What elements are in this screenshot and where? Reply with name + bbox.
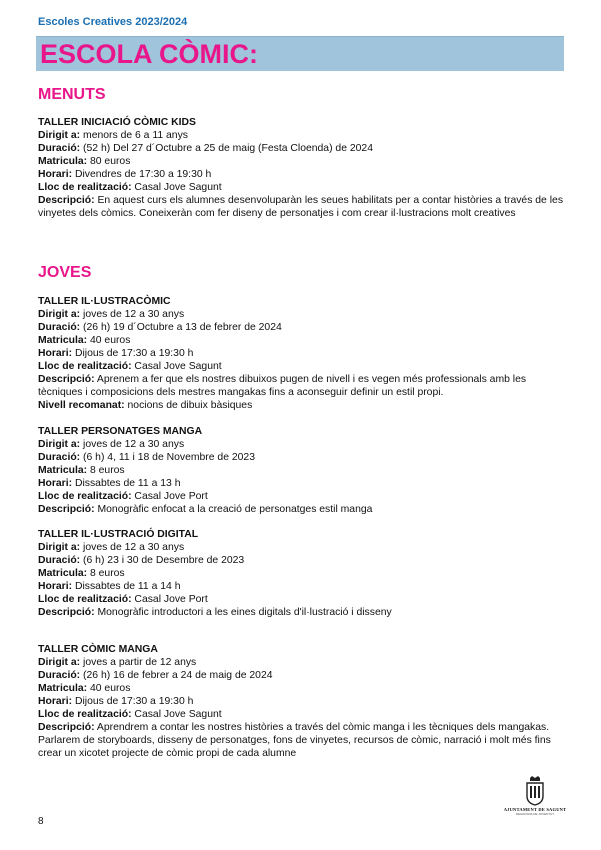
city-seal <box>500 776 570 826</box>
header-label: Escoles Creatives 2023/2024 <box>38 16 188 28</box>
course-block: TALLER INICIACIÓ CÒMIC KIDS Dirigit a: menors de 6 a 11 anys Duració: (52 h) Del 27 d´Octubre a 25 de maig (Festa Cloenda) de 2024 Matricula: 80 euros Horari: Divendres de 17:30 a 19:30 h Lloc de realització: Casal Jove Sagunt Descripció: En aquest curs els alumnes desenvoluparàn les seues habilitats per a contar històries a través de les vinyetes dels còmics. Coneixeràn com fer diseny de personatjes i com crear il·lustracions molt creatives <box>38 116 568 220</box>
course-name: TALLER IL·LUSTRACÒMIC <box>38 296 171 307</box>
seal-label: AJUNTAMENT DE SAGUNT <box>503 807 567 812</box>
course-block: TALLER IL·LUSTRACÒMIC Dirigit a: joves de 12 a 30 anys Duració: (26 h) 19 d´Octubre a 13 de febrer de 2024 Matricula: 40 euros Horari: Dijous de 17:30 a 19:30 h Lloc de realització: Casal Jove Sagunt Descripció: Aprenem a fer que els nostres dibuixos pugen de nivell i es vegen més professionals amb les tècniques i composicions dels mestres mangakas fins a aconseguir definir un estil propi. Nivell recomanat: nocions de dibuix bàsiques <box>38 295 568 412</box>
course-name: TALLER PERSONATGES MANGA <box>38 426 203 437</box>
title-bar <box>36 36 564 71</box>
section-heading-menuts: MENUTS <box>38 86 106 103</box>
course-block: TALLER IL·LUSTRACIÓ DIGITAL Dirigit a: joves de 12 a 30 anys Duració: (6 h) 23 i 30 de Desembre de 2023 Matricula: 8 euros Horari: Dissabtes de 11 a 14 h Lloc de realització: Casal Jove Port Descripció: Monogràfic introductori a les eines digitals d'il·lustració i disseny <box>38 528 568 619</box>
page-title: ESCOLA CÒMIC: <box>40 39 258 69</box>
course-name: TALLER IL·LUSTRACIÓ DIGITAL <box>38 529 199 540</box>
course-name: TALLER CÒMIC MANGA <box>38 644 158 655</box>
section-heading-joves: JOVES <box>38 264 92 281</box>
course-block: TALLER CÒMIC MANGA Dirigit a: joves a partir de 12 anys Duració: (26 h) 16 de febrer a 24 de maig de 2024 Matricula: 40 euros Horari: Dijous de 17:30 a 19:30 h Lloc de realització: Casal Jove Sagunt Descripció: Aprendrem a contar les nostres històries a través del còmic manga i les tècniques dels mangakas. Parlarem de storyboards, disseny de personatges, fons de vinyetes, recursos de còmic, narració i molt més fins crear un xicotet projecte de còmic propi de cada alumne <box>38 643 568 760</box>
course-block: TALLER PERSONATGES MANGA Dirigit a: joves de 12 a 30 anys Duració: (6 h) 4, 11 i 18 de Novembre de 2023 Matricula: 8 euros Horari: Dissabtes de 11 a 13 h Lloc de realització: Casal Jove Port Descripció: Monogràfic enfocat a la creació de personatges estil manga <box>38 425 568 516</box>
seal-sublabel: REGIDORIA DE JOVENTUT <box>515 812 555 816</box>
coat-of-arms-icon <box>524 776 546 806</box>
course-name: TALLER INICIACIÓ CÒMIC KIDS <box>38 117 196 128</box>
page-number: 8 <box>38 816 44 827</box>
